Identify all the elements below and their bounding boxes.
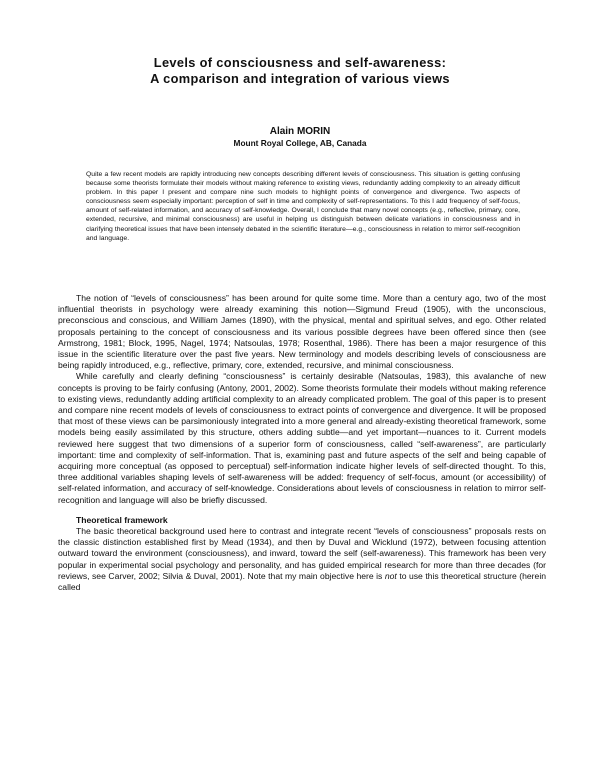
paragraph-theoretical-framework <box>58 526 546 593</box>
body-text <box>58 293 546 593</box>
paragraph-introduction: The notion of “levels of consciousness” has been around for quite some time. More than a century ago, two of the most influential theorists in psychology were already examining this notion—Sigmund Freud (1905), with the unconscious, preconscious and conscious, and William James (1890), with the physical, mental and spiritual selves, and ego. Other related proposals pertaining to the concept of consciousness and its various possible degrees have been offered since then (see Armstrong, 1981; Block, 1995, Nagel, 1974; Natsoulas, 1978; Rosenthal, 1986). There has been a major resurgence of this issue in the scientific literature over the past five years. New terminology and models describing levels of consciousness are being rapidly introduced, e.g., reflective, primary, core, extended, recursive, and minimal consciousness. <box>58 293 546 371</box>
paragraph-goal: While carefully and clearly defining “consciousness” is certainly desirable (Natsoulas, 1983), this avalanche of new concepts is proving to be fairly confusing (Antony, 2001, 2002). Some theorists formulate their models without making reference to existing views, redundantly adding artificial complexity to an already complicated problem. The goal of this paper is to present and compare nine recent models of levels of consciousness to extract points of convergence and divergence. It will be proposed that most of these views can be parsimoniously integrated into a more general and already-existing theoretical framework, some models being easily assimilated by this structure, others adding subtle—and yet important—nuances to it. Current models reviewed here suggest that two dimensions of a superior form of consciousness, called “self-awareness”, are particularly important: time and complexity of self-information. That is, examining past and future aspects of the self and being capable of acquiring more conceptual (as opposed to perceptual) self-information indicate higher levels of self-directed thought. To this, three additional variables shaping levels of self-awareness will be added: frequency of self-focus, amount (or accessibility) of self-related information, and accuracy of self-knowledge. Considerations about levels of consciousness in relation to mirror self-recognition and language will also be briefly discussed. <box>58 371 546 505</box>
abstract: Quite a few recent models are rapidly introducing new concepts describing different levels of consciousness. This situation is getting confusing because some theorists formulate their models without making reference to existing views, redundantly adding complexity to an already difficult problem. In this paper I present and compare nine such models to highlight points of convergence and divergence. Two aspects of consciousness seem especially important: perception of self in time and complexity of self-representations. To this I add frequency of self-focus, amount of self-related information, and accuracy of self-knowledge. Overall, I conclude that many novel concepts (e.g., reflective, primary, core, extended, recursive, and minimal consciousness) are useful in helping us distinguish between delicate variations in consciousness and in clarifying theoretical issues that have been intensely debated in the scientific literature—e.g., consciousness in relation to mirror self-recognition and language. <box>86 171 520 242</box>
title-line-1: Levels of consciousness and self-awareness: <box>153 55 447 70</box>
emphasis-word: not <box>384 570 397 581</box>
paper-title <box>40 55 560 87</box>
author-affiliation: Mount Royal College, AB, Canada <box>233 138 367 148</box>
author-name: Alain MORIN <box>269 126 331 137</box>
section-heading-theoretical-framework: Theoretical framework <box>76 514 168 525</box>
paragraph-text-part-1: The basic theoretical background used here to contrast and integrate recent “levels of consciousness” proposals rests on the classic distinction established first by Mead (1934), and then by Duval and Wicklund (1972), between focusing attention outward toward the environment (consciousness), and inward, toward the self (self-awareness). This framework has been very popular in experimental social psychology and personality, and has guided empirical research for more than three decades (for reviews, see Carver, 2002; Silvia & Duval, 2001). Note that my main objective here is <box>58 526 546 581</box>
paragraph-text-part-2: to use this theoretical structure (herein called <box>58 570 547 593</box>
title-line-2: A comparison and integration of various views <box>150 71 450 86</box>
